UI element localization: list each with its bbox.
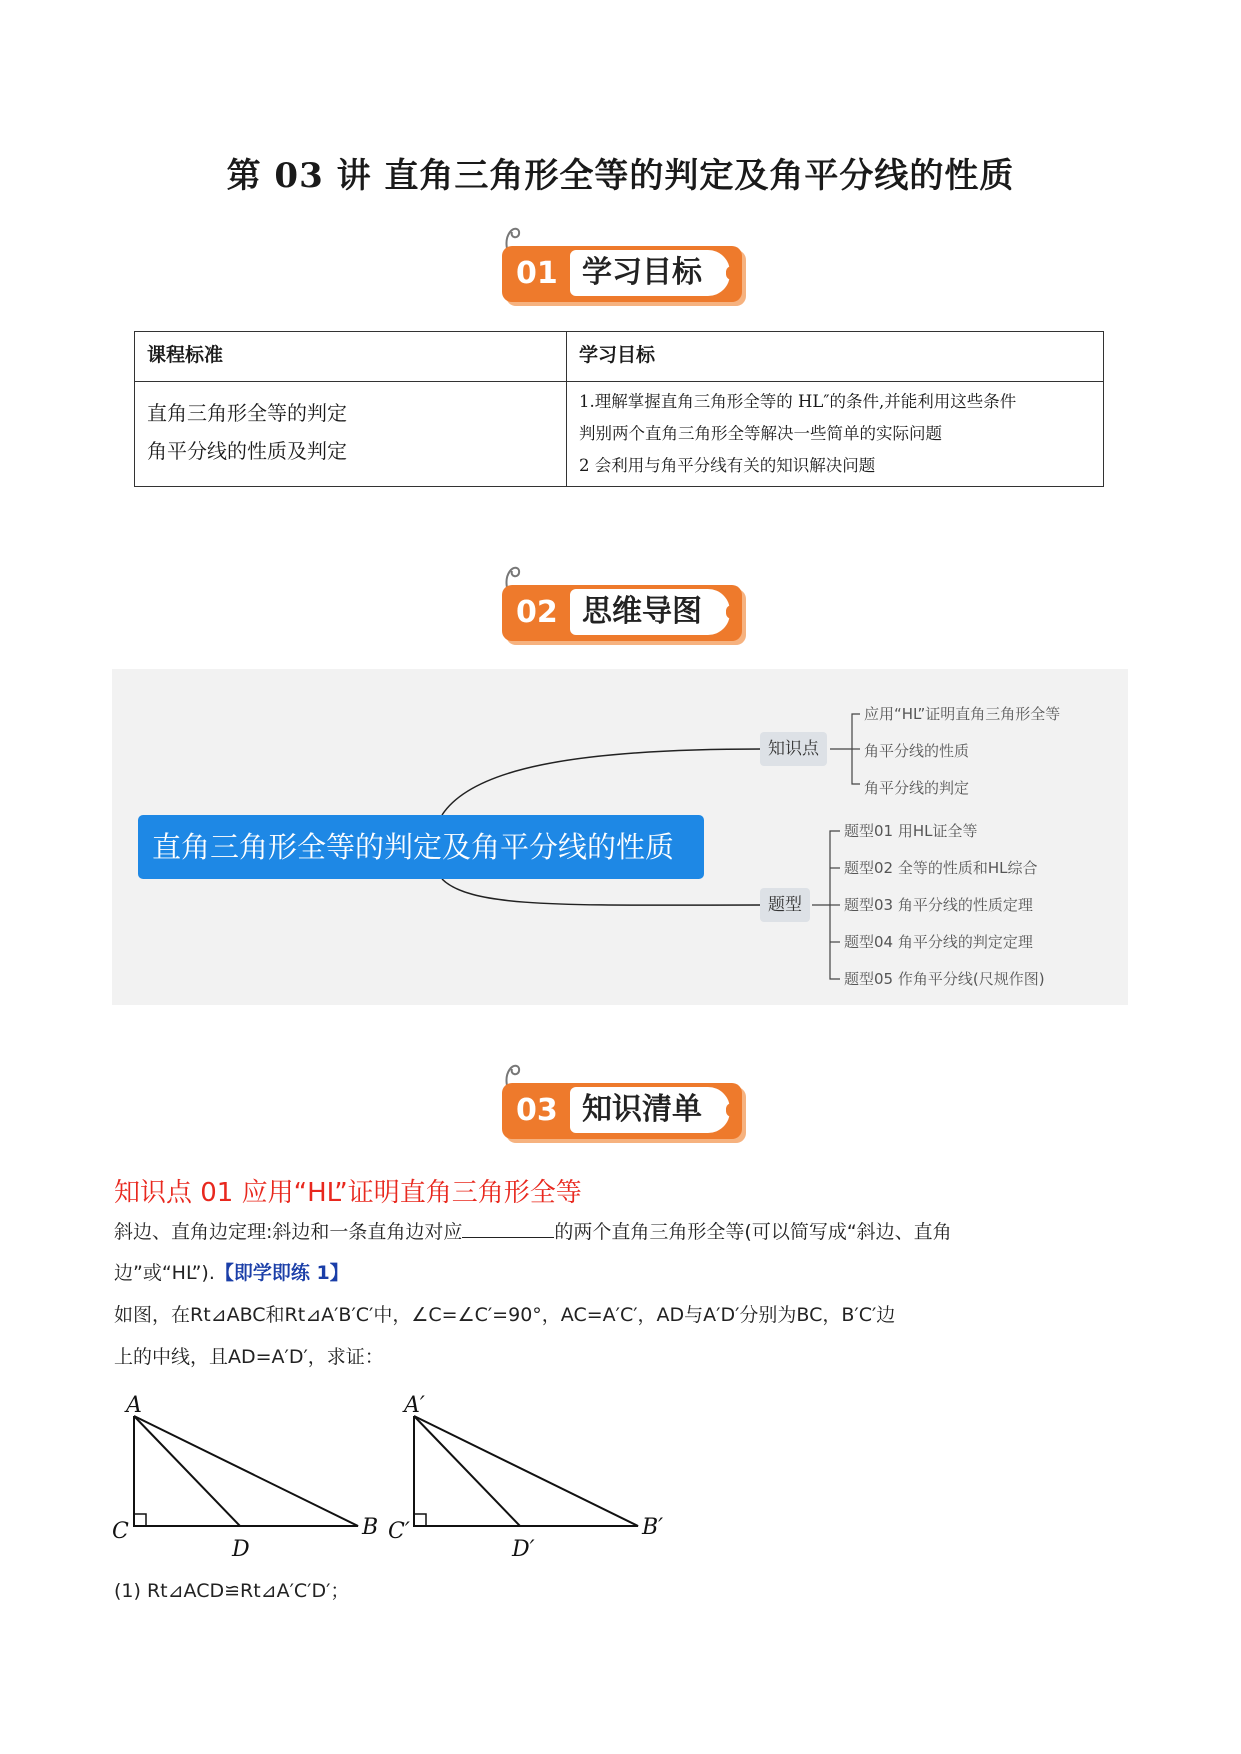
mind-map-branch-knowledge: 知识点 (760, 732, 827, 766)
mind-map-leaf: 题型05 作角平分线(尺规作图) (844, 970, 1045, 988)
mind-map (112, 669, 1128, 1005)
section-badge-03 (500, 1061, 745, 1141)
section-number: 03 (516, 1093, 558, 1128)
vertex-label-d-prime: D′ (512, 1537, 535, 1562)
section-number: 02 (516, 595, 558, 630)
goals-table (134, 331, 1104, 487)
triangle-figure-abc-prime (388, 1394, 688, 1574)
triangle-figure-abc (108, 1394, 388, 1574)
section-label: 思维导图 (570, 589, 730, 635)
theorem-line-1: 斜边、直角边定理:斜边和一条直角边对应 的两个直角三角形全等(可以简写成“斜边、直角 (114, 1221, 952, 1243)
practice-tag: 【即学即练 1】 (214, 1262, 349, 1284)
section-badge-01 (500, 224, 745, 304)
fill-in-blank (462, 1220, 554, 1238)
section-label: 知识清单 (570, 1087, 730, 1133)
vertex-label-b: B (362, 1515, 379, 1540)
vertex-label-d: D (232, 1537, 250, 1562)
mind-map-leaf: 题型04 角平分线的判定定理 (844, 933, 1033, 951)
mind-map-root: 直角三角形全等的判定及角平分线的性质 (138, 815, 704, 879)
problem-statement-line-2: 上的中线，且AD=A′D′，求证： (114, 1346, 384, 1368)
section-badge-02 (500, 563, 745, 643)
table-header-standard: 课程标准 (135, 332, 567, 382)
page-title: 第 03 讲 直角三角形全等的判定及角平分线的性质 (226, 156, 1015, 196)
theorem-line-2: 边”或“HL”).【即学即练 1】 (114, 1262, 349, 1284)
section-label: 学习目标 (570, 250, 730, 296)
vertex-label-a: A (126, 1394, 142, 1418)
mind-map-leaf: 题型01 用HL证全等 (844, 822, 978, 840)
mind-map-leaf: 角平分线的判定 (864, 779, 970, 797)
vertex-label-a-prime: A′ (404, 1394, 425, 1418)
goals-cell: 1.理解掌握直角三角形全等的 HL″的条件,并能利用这些条件 判别两个直角三角形全等解决一些简单的实际问题 2 会利用与角平分线有关的知识解决问题 (567, 382, 1104, 487)
knowledge-point-heading: 知识点 01 应用“HL”证明直角三角形全等 (114, 1178, 582, 1208)
mind-map-leaf: 应用“HL”证明直角三角形全等 (864, 705, 1061, 723)
standard-cell: 直角三角形全等的判定 角平分线的性质及判定 (135, 382, 567, 487)
mind-map-leaf: 题型02 全等的性质和HL综合 (844, 859, 1038, 877)
section-number: 01 (516, 256, 558, 291)
vertex-label-c: C (112, 1519, 129, 1544)
mind-map-branch-types: 题型 (760, 888, 810, 922)
table-header-goals: 学习目标 (567, 332, 1104, 382)
vertex-label-c-prime: C′ (388, 1519, 410, 1544)
mind-map-leaf: 题型03 角平分线的性质定理 (844, 896, 1033, 914)
mind-map-leaf: 角平分线的性质 (864, 742, 970, 760)
problem-statement-line-1: 如图，在Rt⊿ABC和Rt⊿A′B′C′中，∠C=∠C′=90°，AC=A′C′，AD与A′D′分别为BC，B′C′边 (114, 1304, 896, 1326)
sub-question-1: (1) Rt⊿ACD≌Rt⊿A′C′D′； (114, 1580, 350, 1602)
vertex-label-b-prime: B′ (642, 1515, 664, 1540)
